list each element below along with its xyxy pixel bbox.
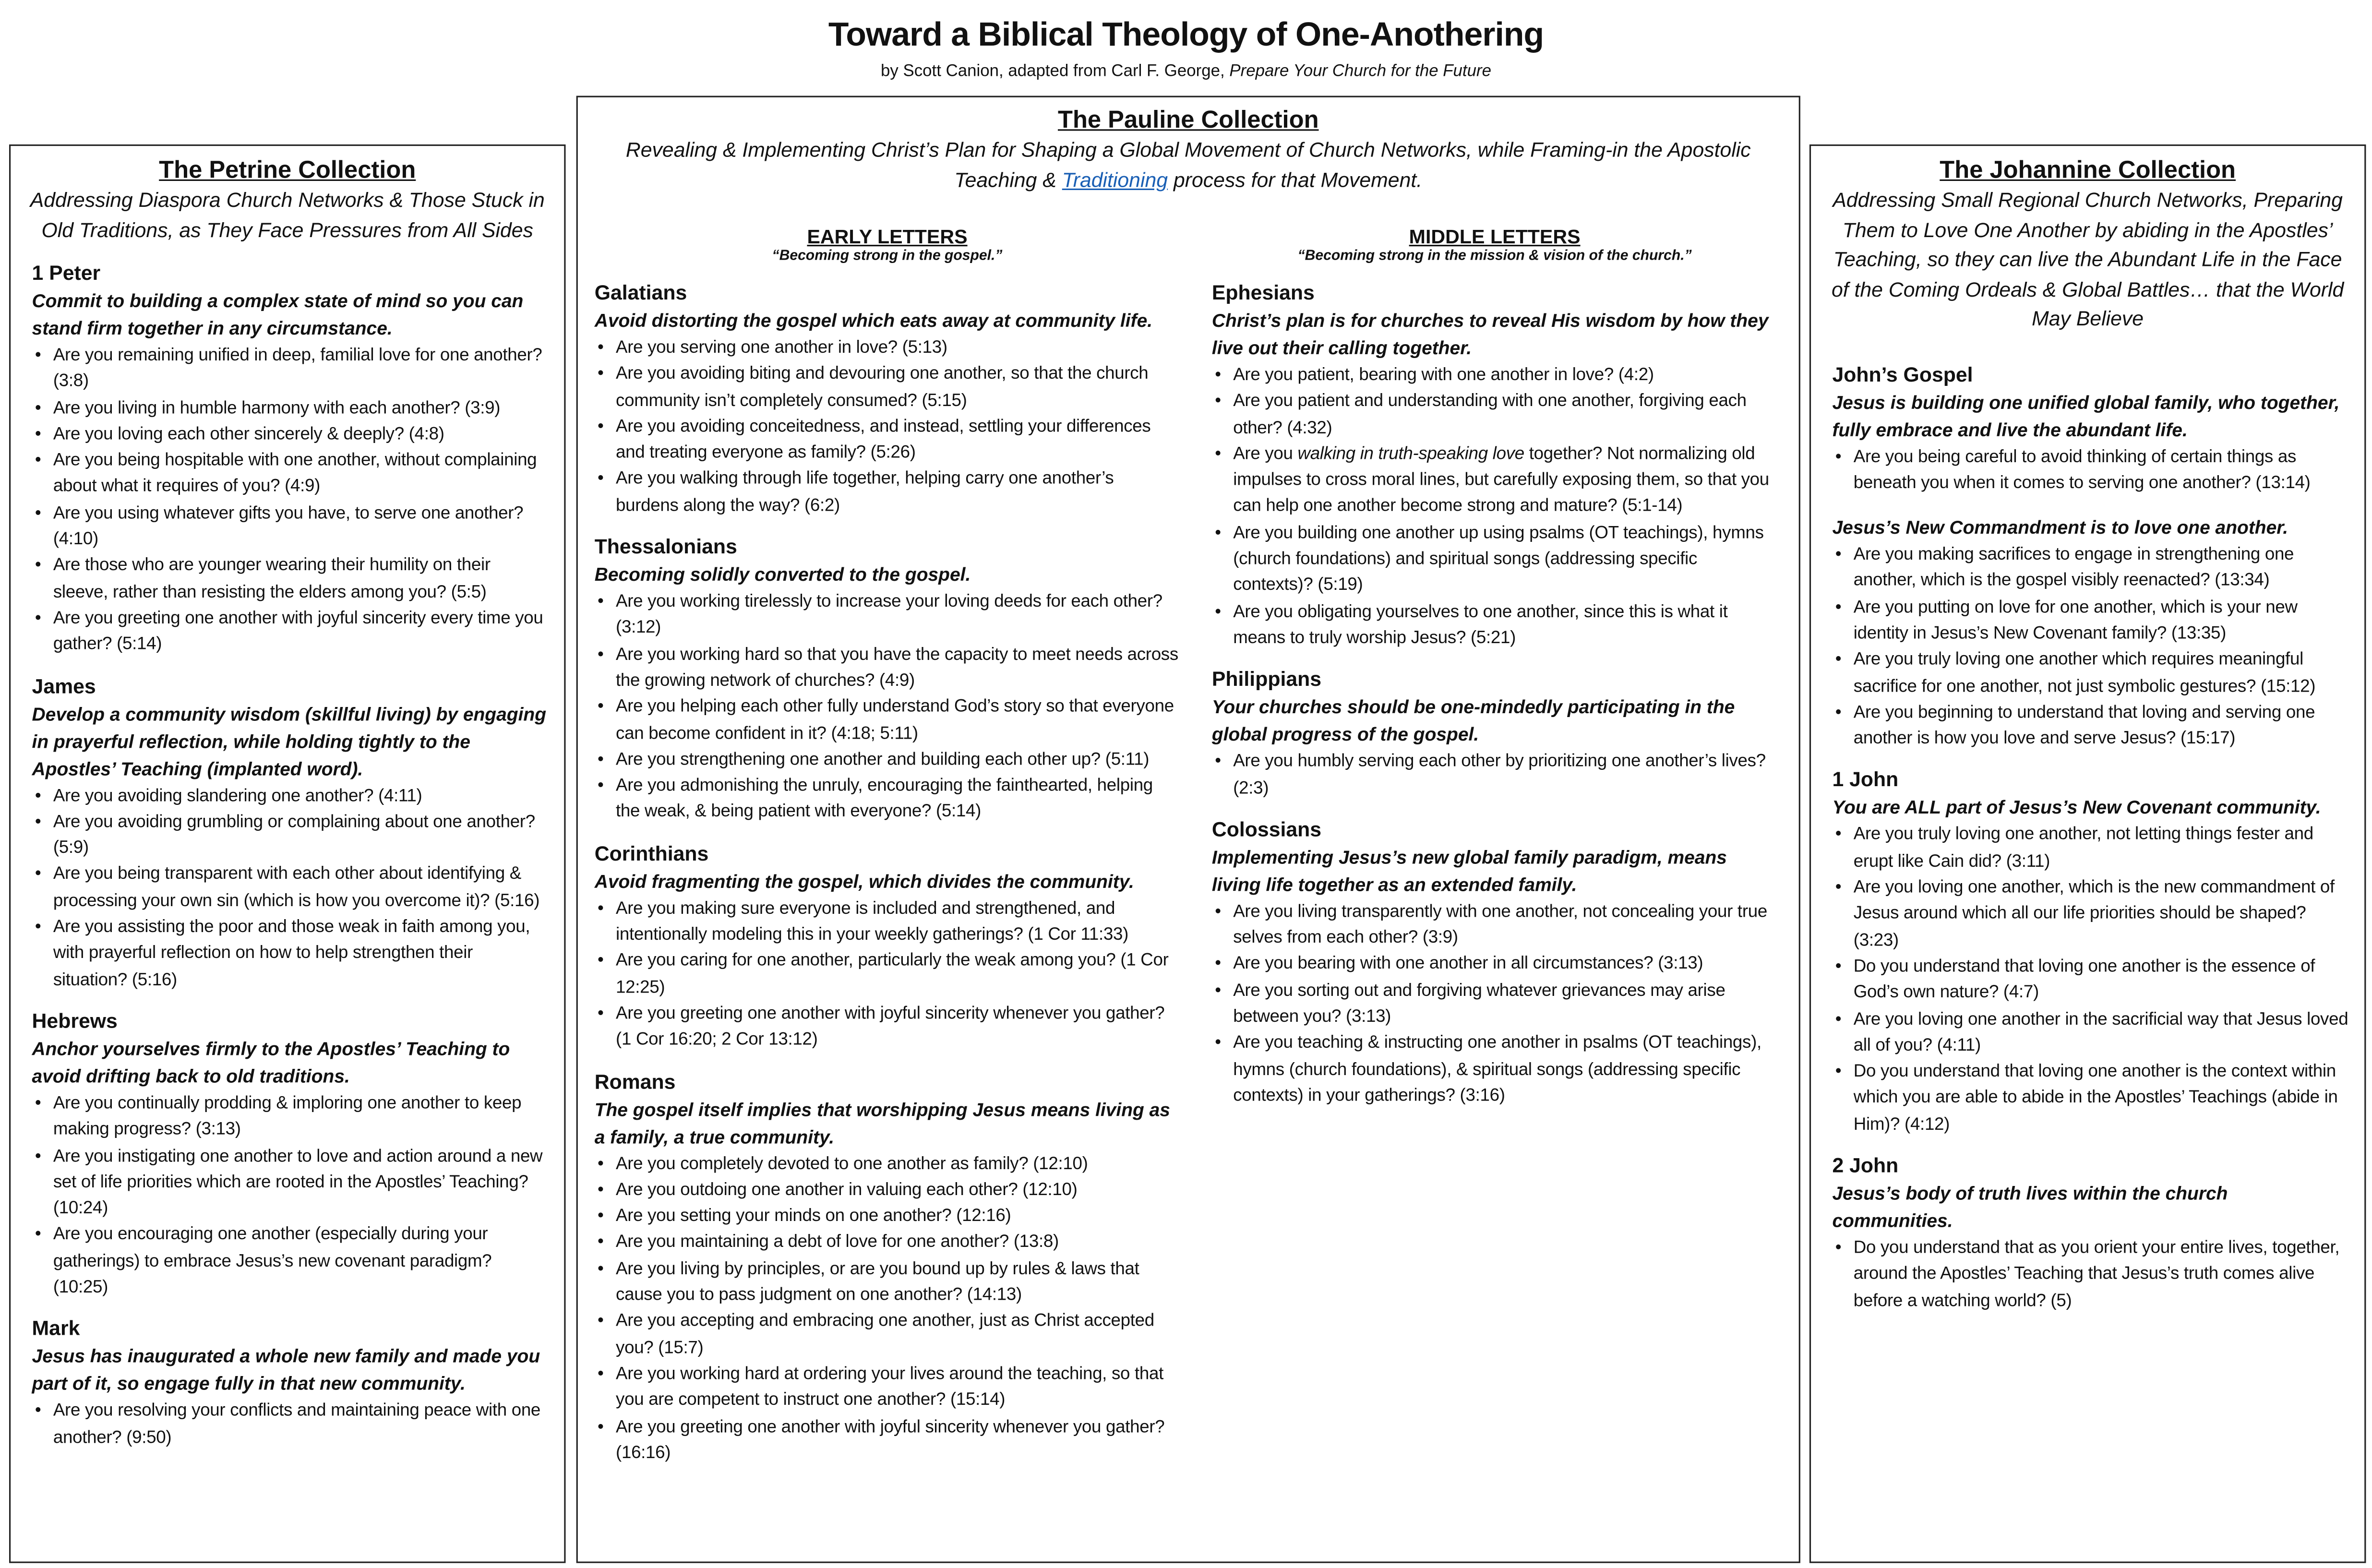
question-item: • Are you truly loving one another, not letting things fester and erupt like Cain did? (3:11): [1854, 822, 2349, 874]
question-item: • Are you putting on love for one another, which is your new identity in Jesus’s New Covenant family? (13:35): [1854, 594, 2349, 647]
section-name: 1 John: [1832, 768, 1899, 791]
question-item: • Are you sorting out and forgiving whatever grievances may arise between you? (3:13): [1233, 977, 1777, 1030]
question-item: • Are you truly loving one another which requires meaningful sacrifice for one another, not just symbolic gestures? (15:12): [1854, 646, 2349, 699]
question-list: [32, 782, 549, 993]
section-theme: Avoid distorting the gospel which eats away at community life.: [594, 310, 1153, 332]
letters-heading: MIDDLE LETTERS: [1409, 225, 1581, 248]
question-item: • Are you living transparently with one another, not concealing your true selves from each other? (3:9): [1233, 898, 1777, 951]
question-item: • Are you bearing with one another in all circumstances? (3:13): [1233, 951, 1777, 977]
question-item: • Are you loving one another in the sacrificial way that Jesus loved all of you? (4:11): [1854, 1006, 2349, 1059]
section-theme: Commit to building a complex state of mind so you can stand firm together in any circumstance.: [32, 290, 524, 339]
section-name: Galatians: [594, 281, 687, 304]
section-theme: Anchor yourselves firmly to the Apostles’ Teaching to avoid drifting back to old traditions.: [32, 1038, 510, 1087]
pauline-subtitle-end: process for that Movement.: [1168, 168, 1423, 191]
petrine-collection: [9, 144, 565, 1563]
johannine-subtitle: Addressing Small Regional Church Networks, Preparing Them to Love One Another by abiding in the Apostles’ Teaching, so they can live the Abundant Life in the Face of the Coming Ordeals & Global Battles… that the World May Believe: [1831, 188, 2344, 330]
question-list: [595, 1150, 1180, 1466]
question-item: • Are you instigating one another to love and action around a new set of life priorities which are rooted in the Apostles’ Teaching? (10:24): [53, 1143, 549, 1221]
johannine-sections: [1811, 334, 2364, 1314]
pauline-subtitle: [578, 135, 1799, 195]
question-item: • Are you strengthening one another and building each other up? (5:11): [616, 746, 1180, 773]
section-name: Mark: [32, 1317, 80, 1340]
question-item: • Are you loving one another, which is the new commandment of Jesus around which all our life priorities should be shaped? (3:23): [1854, 874, 2349, 953]
question-item: • Are you completely devoted to one another as family? (12:10): [616, 1150, 1180, 1177]
question-list: [595, 895, 1180, 1053]
page-title: Toward a Biblical Theology of One-Anothering: [828, 15, 1544, 53]
question-item: • Are you working hard so that you have the capacity to meet needs across the growing network of churches? (4:9): [616, 641, 1180, 694]
early-letters-column: [595, 225, 1180, 1466]
question-item: • Are you outdoing one another in valuing each other? (12:10): [616, 1176, 1180, 1203]
question-item: • Are you patient and understanding with one another, forgiving each other? (4:32): [1233, 388, 1777, 441]
question-list: [32, 342, 549, 658]
section-name: 1 Peter: [32, 261, 101, 285]
question-item: • Do you understand that loving one another is the context within which you are able to abide in the Apostles’ Teachings (abide in Him)? (4:12): [1854, 1058, 2349, 1137]
question-emphasis: walking in truth-speaking love: [1297, 443, 1524, 464]
letters-tagline: “Becoming strong in the gospel.”: [772, 248, 1003, 265]
question-item: • Are you greeting one another with joyful sincerity whenever you gather? (1 Cor 16:20; 2 Cor 13:12): [616, 1000, 1180, 1053]
question-item: • Are you serving one another in love? (5:13): [616, 335, 1180, 361]
question-item: • Are you humbly serving each other by prioritizing one another’s lives? (2:3): [1233, 748, 1777, 801]
section-name: John’s Gospel: [1832, 362, 1973, 386]
question-item: • Do you understand that as you orient your entire lives, together, around the Apostles’ Teaching that Jesus’s truth comes alive before a watching world? (5): [1854, 1235, 2349, 1314]
question-list: [595, 335, 1180, 519]
section-theme: You are ALL part of Jesus’s New Covenant community.: [1832, 797, 2321, 819]
question-item: • Are you patient, bearing with one another in love? (4:2): [1233, 362, 1777, 388]
petrine-title: The Petrine Collection: [159, 158, 416, 184]
letters-tagline: “Becoming strong in the mission & vision of the church.”: [1297, 248, 1692, 265]
question-item: • Are you living in humble harmony with each another? (3:9): [53, 395, 549, 421]
question-list: [32, 1398, 549, 1450]
section-theme: Implementing Jesus’s new global family paradigm, means living life together as an extended family.: [1211, 847, 1727, 896]
question-item: • Are you avoiding biting and devouring one another, so that the church community isn’t completely consumed? (5:15): [616, 361, 1180, 414]
section-name: Hebrews: [32, 1009, 118, 1032]
question-item: [1233, 441, 1777, 519]
question-item: • Are you remaining unified in deep, familial love for one another? (3:8): [53, 342, 549, 395]
question-item: • Are you assisting the poor and those weak in faith among you, with prayerful reflection on how to help strengthen their situation? (5:16): [53, 914, 549, 993]
question-item: • Are you helping each other fully understand God’s story so that everyone can become confident in it? (4:18; 5:11): [616, 694, 1180, 746]
section-theme: The gospel itself implies that worshipping Jesus means living as a family, a true community.: [594, 1098, 1170, 1148]
question-item: • Are you setting your minds on one another? (12:16): [616, 1203, 1180, 1229]
question-item: • Are you building one another up using psalms (OT teachings), hymns (church foundations) and spiritual songs (addressing specific contexts)? (5:19): [1233, 520, 1777, 598]
question-item: • Are you loving each other sincerely & deeply? (4:8): [53, 421, 549, 447]
middle-letters-column: [1212, 225, 1777, 1109]
johannine-collection: [1809, 144, 2366, 1563]
question-item: • Are you teaching & instructing one another in psalms (OT teachings), hymns (church foundations), & spiritual songs (addressing specific contexts) in your gatherings? (3:16): [1233, 1030, 1777, 1109]
petrine-sections: [11, 260, 564, 1450]
section-name: 2 John: [1832, 1154, 1899, 1177]
question-item: • Are you admonishing the unruly, encouraging the fainthearted, helping the weak, & being patient with everyone? (5:14): [616, 773, 1180, 826]
question-list: [595, 588, 1180, 825]
question-text: Are you: [1233, 443, 1298, 464]
question-item: • Are you maintaining a debt of love for one another? (13:8): [616, 1229, 1180, 1256]
section-theme: Avoid fragmenting the gospel, which divides the community.: [594, 871, 1134, 892]
question-item: • Are you obligating yourselves to one another, since this is what it means to truly worship Jesus? (5:21): [1233, 598, 1777, 651]
section-name: Thessalonians: [594, 535, 737, 558]
question-item: • Are you greeting one another with joyful sincerity whenever you gather? (16:16): [616, 1413, 1180, 1466]
question-item: • Are you using whatever gifts you have, to serve one another? (4:10): [53, 500, 549, 553]
question-list: [1212, 362, 1777, 651]
section-name: Corinthians: [594, 842, 709, 865]
question-item: • Are you caring for one another, particularly the weak among you? (1 Cor 12:25): [616, 948, 1180, 1001]
question-item: • Are you greeting one another with joyful sincerity every time you gather? (5:14): [53, 605, 549, 658]
question-list: [1832, 541, 2349, 752]
byline: [0, 62, 2372, 81]
letters-heading: EARLY LETTERS: [807, 225, 968, 248]
question-list: [1832, 1235, 2349, 1314]
question-item: • Are you avoiding grumbling or complaining about one another? (5:9): [53, 809, 549, 862]
question-item: • Are you being transparent with each other about identifying & processing your own sin (which is how you overcome it)? (5:16): [53, 862, 549, 914]
question-list: [1832, 443, 2349, 496]
question-text: together? Not normalizing old impulses to cross moral lines, but carefully exposing them, so that you can help one another become strong and mature? (5:1-14): [1233, 443, 1769, 516]
pauline-subtitle-text: Revealing & Implementing Christ’s Plan for Shaping a Global Movement of Church Networks, while Framing-in the Apostolic Teaching &: [625, 138, 1751, 191]
byline-author: by Scott Canion, adapted from Carl F. George,: [881, 62, 1230, 81]
section-theme: Christ’s plan is for churches to reveal His wisdom by how they live out their calling together.: [1211, 310, 1769, 359]
section-name: James: [32, 674, 96, 697]
section-theme: Jesus is building one unified global family, who together, fully embrace and live the abundant life.: [1832, 391, 2340, 441]
question-item: • Do you understand that loving one another is the essence of God’s own nature? (4:7): [1854, 953, 2349, 1006]
question-list: [1212, 748, 1777, 801]
question-item: • Are you living by principles, or are you bound up by rules & laws that cause you to pass judgment on one another? (14:13): [616, 1256, 1180, 1308]
traditioning-link[interactable]: Traditioning: [1062, 168, 1168, 191]
question-item: • Are you working tirelessly to increase your loving deeds for each other? (3:12): [616, 588, 1180, 641]
section-theme: Develop a community wisdom (skillful living) by engaging in prayerful reflection, while holding tightly to the Apostles’ Teaching (implanted word).: [32, 703, 547, 779]
question-item: • Are you working hard at ordering your lives around the teaching, so that you are competent to instruct one another? (15:14): [616, 1361, 1180, 1413]
section-name: Ephesians: [1211, 281, 1315, 304]
question-item: • Are you walking through life together, helping carry one another’s burdens along the way? (6:2): [616, 466, 1180, 519]
question-item: • Are you being hospitable with one another, without complaining about what it requires of you? (4:9): [53, 447, 549, 500]
question-list: [1832, 822, 2349, 1137]
section-name: Colossians: [1211, 817, 1322, 841]
section-name: Romans: [594, 1069, 676, 1093]
petrine-subtitle: Addressing Diaspora Church Networks & Those Stuck in Old Traditions, as They Face Pressures from All Sides: [30, 188, 545, 241]
question-item: • Are you avoiding conceitedness, and instead, settling your differences and treating everyone as family? (5:26): [616, 413, 1180, 466]
question-item: • Are you encouraging one another (especially during your gatherings) to embrace Jesus’s new covenant paradigm? (10:25): [53, 1221, 549, 1300]
question-list: [1212, 898, 1777, 1109]
section-name: Philippians: [1211, 668, 1322, 691]
question-list: [32, 1090, 549, 1300]
johannine-title: The Johannine Collection: [1940, 158, 2236, 184]
question-item: • Are you beginning to understand that loving and serving one another is how you love and serve Jesus? (15:17): [1854, 699, 2349, 752]
question-item: • Are you accepting and embracing one another, just as Christ accepted you? (15:7): [616, 1308, 1180, 1361]
section-theme: Jesus’s body of truth lives within the church communities.: [1832, 1183, 2228, 1232]
question-item: • Are those who are younger wearing their humility on their sleeve, rather than resisting the elders among you? (5:5): [53, 552, 549, 605]
question-item: • Are you avoiding slandering one another? (4:11): [53, 782, 549, 809]
section-theme: Becoming solidly converted to the gospel.: [594, 564, 971, 586]
section-theme: Jesus has inaugurated a whole new family and made you part of it, so engage fully in that new community.: [32, 1346, 540, 1395]
section-spacer: [1832, 496, 2349, 514]
pauline-collection: [576, 96, 1800, 1563]
question-item: • Are you continually prodding & imploring one another to keep making progress? (3:13): [53, 1090, 549, 1143]
pauline-title: The Pauline Collection: [1057, 108, 1319, 134]
question-item: • Are you resolving your conflicts and maintaining peace with one another? (9:50): [53, 1398, 549, 1450]
section-theme: Jesus’s New Commandment is to love one another.: [1832, 517, 2288, 539]
section-theme: Your churches should be one-mindedly participating in the global progress of the gospel.: [1211, 696, 1735, 746]
question-item: • Are you making sacrifices to engage in strengthening one another, which is the gospel visibly reenacted? (13:34): [1854, 541, 2349, 594]
byline-book: Prepare Your Church for the Future: [1229, 62, 1492, 81]
question-item: • Are you making sure everyone is included and strengthened, and intentionally modeling this in your weekly gatherings? (1 Cor 11:33): [616, 895, 1180, 948]
question-item: • Are you being careful to avoid thinking of certain things as beneath you when it comes to serving one another? (13:14): [1854, 443, 2349, 496]
